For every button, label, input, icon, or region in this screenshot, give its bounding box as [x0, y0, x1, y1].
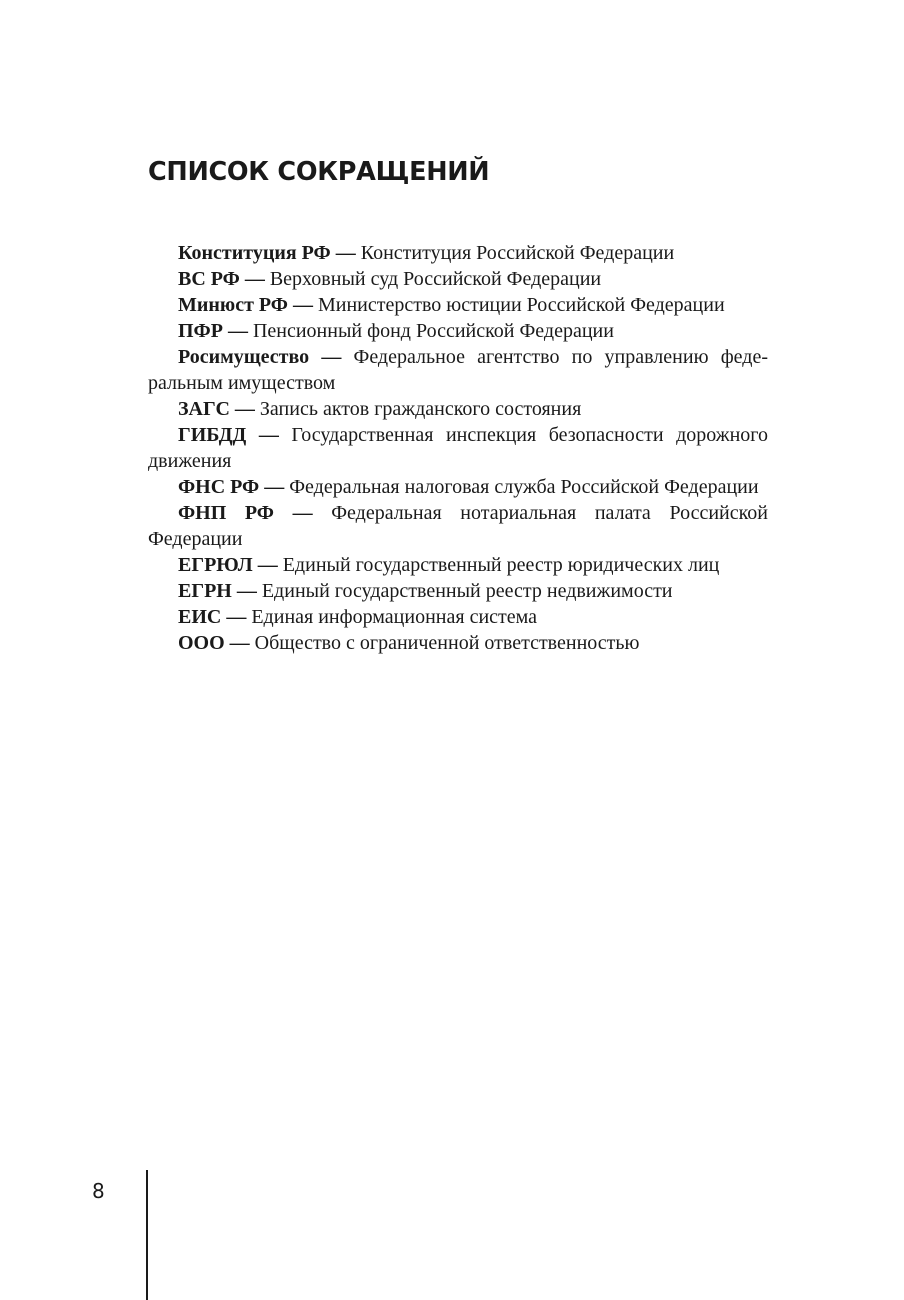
abbreviation-item [148, 500, 768, 552]
abbreviation-definition: Единый государственный реестр юридических лиц [282, 554, 720, 576]
abbreviation-definition: Федеральное агентство по управлению федеральным имуществом [148, 346, 769, 394]
abbreviation-dash: — [259, 476, 290, 498]
abbreviation-item [148, 474, 768, 500]
abbreviation-term: ГИБДД [178, 424, 247, 446]
abbreviation-definition: Конституция Российской Федерации [360, 242, 675, 264]
abbreviation-definition: Общество с ограниченной ответственностью [254, 632, 640, 654]
abbreviation-dash: — [273, 502, 332, 524]
abbreviation-dash: — [330, 242, 361, 264]
abbreviation-item [148, 318, 768, 344]
abbreviation-term: ПФР [178, 320, 223, 342]
abbreviation-term: ЕГРЮЛ [178, 554, 253, 576]
abbreviation-dash: — [229, 398, 260, 420]
abbreviation-dash: — [246, 424, 292, 446]
abbreviation-definition: Федеральная налоговая служба Российской Федерации [289, 476, 759, 498]
abbreviation-definition: Пенсионный фонд Российской Федерации [252, 320, 614, 342]
abbreviation-dash: — [309, 346, 354, 368]
abbreviation-definition: Запись актов гражданского состояния [259, 398, 582, 420]
abbreviation-dash: — [231, 580, 262, 602]
abbreviation-term: ФНС РФ [178, 476, 260, 498]
abbreviation-dash: — [221, 606, 252, 628]
abbreviation-term: ВС РФ [178, 268, 240, 290]
abbreviation-term: ЕИС [178, 606, 222, 628]
abbreviation-item [148, 422, 768, 474]
abbreviation-item [148, 266, 768, 292]
abbreviation-definition: Федеральная нотариальная палата Российской Федерации [148, 502, 769, 550]
footer-vertical-rule [146, 1170, 148, 1300]
abbreviation-dash: — [252, 554, 283, 576]
abbreviation-item [148, 630, 768, 656]
abbreviation-term: Росимущество [178, 346, 310, 368]
abbreviation-dash: — [222, 320, 253, 342]
abbreviation-item [148, 240, 768, 266]
page-title: СПИСОК СОКРАЩЕНИЙ [148, 157, 490, 187]
abbreviation-definition: Верховный суд Российской Федерации [269, 268, 602, 290]
abbreviation-item [148, 604, 768, 630]
abbreviation-definition: Государственная инспекция безопасности дорожного движения [148, 424, 768, 472]
abbreviation-item [148, 552, 768, 578]
abbreviation-item [148, 396, 768, 422]
abbreviation-term: ЗАГС [178, 398, 230, 420]
abbreviation-dash: — [239, 268, 270, 290]
abbreviation-list [148, 240, 768, 656]
abbreviation-dash: — [287, 294, 318, 316]
abbreviation-term: ЕГРН [178, 580, 232, 602]
abbreviation-item [148, 344, 768, 396]
abbreviation-definition: Единая информационная система [251, 606, 538, 628]
abbreviation-dash: — [224, 632, 255, 654]
abbreviation-item [148, 292, 768, 318]
abbreviation-term: Минюст РФ [178, 294, 288, 316]
abbreviation-term: Конституция РФ [178, 242, 331, 264]
abbreviation-definition: Министерство юстиции Российской Федерации [317, 294, 725, 316]
abbreviation-term: ФНП РФ [178, 502, 274, 524]
abbreviation-definition: Единый государственный реестр недвижимости [261, 580, 673, 602]
abbreviation-item [148, 578, 768, 604]
page-number: 8 [92, 1179, 105, 1203]
abbreviation-term: ООО [178, 632, 225, 654]
